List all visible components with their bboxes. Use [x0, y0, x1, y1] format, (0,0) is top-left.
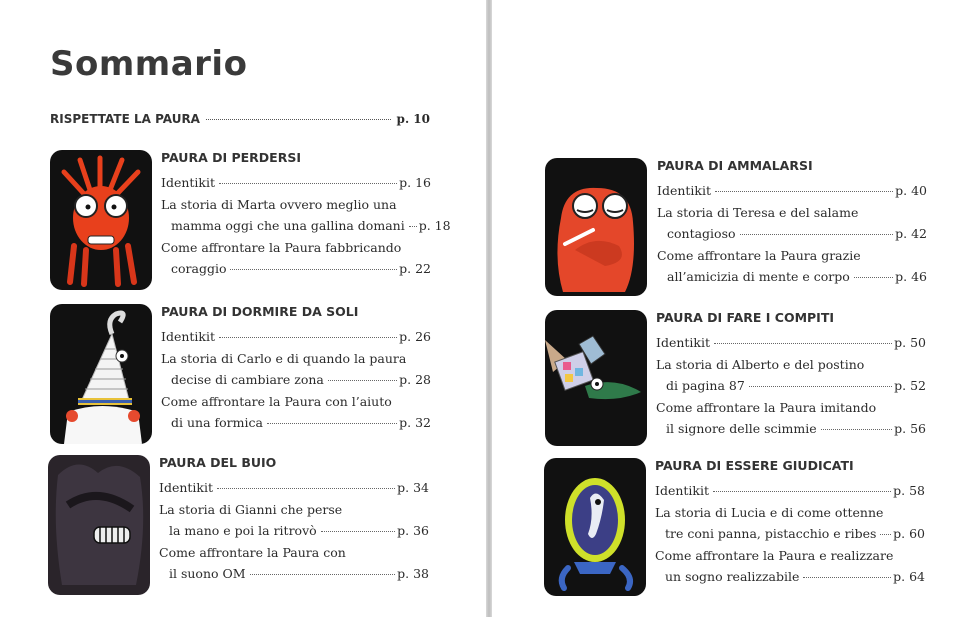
- dot-leader: [250, 574, 396, 575]
- entry-title-line: La storia di Lucia e di come ottenne: [655, 504, 884, 520]
- section-title: PAURA DI ESSERE GIUDICATI: [655, 458, 854, 473]
- entry-title: Identikit: [161, 175, 216, 190]
- entry-page: p. 56: [894, 421, 926, 436]
- entry-title: di pagina 87: [666, 378, 745, 393]
- toc-entry[interactable]: [655, 545, 925, 588]
- red-monster-illustration: [50, 150, 152, 290]
- entry-page: p. 42: [895, 226, 927, 241]
- toc-entry[interactable]: [161, 237, 431, 280]
- dot-leader: [715, 191, 893, 192]
- mirror-creature-illustration: [544, 458, 646, 596]
- section-title: PAURA DEL BUIO: [159, 455, 277, 470]
- page-title: Sommario: [50, 44, 248, 84]
- section-title: PAURA DI AMMALARSI: [657, 158, 813, 173]
- entry-title: il suono OM: [169, 566, 246, 581]
- dot-leader: [740, 234, 894, 235]
- entry-title-line: Come affrontare la Paura con: [159, 544, 346, 560]
- entry-page: p. 16: [399, 175, 431, 190]
- entry-page: p. 34: [397, 480, 429, 495]
- toc-entry[interactable]: [161, 391, 431, 434]
- dot-leader: [749, 386, 892, 387]
- entry-title: contagioso: [667, 226, 736, 241]
- entry-title: Identikit: [159, 480, 214, 495]
- entry-page: p. 22: [399, 261, 431, 276]
- sick-red-creature-illustration: [545, 158, 647, 296]
- dot-leader: [821, 429, 893, 430]
- dot-leader: [230, 269, 397, 270]
- entry-page: p. 36: [397, 523, 429, 538]
- entry-page: p. 50: [894, 335, 926, 350]
- toc-entry[interactable]: [161, 348, 431, 391]
- entry-page: p. 18: [418, 218, 451, 233]
- entry-title: decise di cambiare zona: [171, 372, 324, 387]
- dot-leader: [219, 183, 397, 184]
- nightcap-ghost-illustration: [50, 304, 152, 444]
- entry-title-line: Come affrontare la Paura con l’aiuto: [161, 393, 392, 409]
- dot-leader: [217, 488, 395, 489]
- toc-entry[interactable]: [161, 172, 431, 194]
- dot-leader: [713, 491, 891, 492]
- entry-title: Identikit: [657, 183, 712, 198]
- toc-entry[interactable]: [656, 397, 926, 440]
- entry-title: di una formica: [171, 415, 263, 430]
- toc-intro-row[interactable]: [50, 112, 430, 126]
- dot-leader: [321, 531, 395, 532]
- entry-title: un sogno realizzabile: [665, 569, 800, 584]
- section-entries: [161, 304, 431, 434]
- entry-page: p. 38: [397, 566, 429, 581]
- entry-title: Identikit: [655, 483, 710, 498]
- toc-entry[interactable]: [657, 180, 927, 202]
- toc-entry[interactable]: [159, 477, 429, 499]
- entry-title: il signore delle scimmie: [666, 421, 817, 436]
- toc-entry[interactable]: [161, 194, 451, 237]
- entry-page: p. 32: [399, 415, 431, 430]
- toc-entry[interactable]: [655, 502, 925, 545]
- dot-leader: [880, 534, 891, 535]
- dot-leader: [714, 343, 892, 344]
- toc-intro-label: RISPETTATE LA PAURA: [50, 112, 200, 126]
- section-entries: [161, 150, 451, 280]
- dot-leader: [267, 423, 397, 424]
- dot-leader: [803, 577, 891, 578]
- entry-title-line: La storia di Gianni che perse: [159, 501, 343, 517]
- dark-creature-illustration: [48, 455, 150, 595]
- toc-entry[interactable]: [656, 332, 926, 354]
- entry-page: p. 40: [895, 183, 927, 198]
- homework-creature-illustration: [545, 310, 647, 446]
- entry-title-line: La storia di Teresa e del salame: [657, 204, 859, 220]
- dot-leader: [854, 277, 893, 278]
- entry-page: p. 64: [893, 569, 925, 584]
- entry-page: p. 28: [399, 372, 431, 387]
- entry-title-line: Come affrontare la Paura e realizzare: [655, 547, 894, 563]
- entry-title-line: Come affrontare la Paura imitando: [656, 399, 877, 415]
- entry-page: p. 26: [399, 329, 431, 344]
- section-title: PAURA DI FARE I COMPITI: [656, 310, 835, 325]
- dot-leader: [328, 380, 397, 381]
- section-entries: [657, 158, 927, 288]
- entry-title-line: La storia di Marta ovvero meglio una: [161, 196, 397, 212]
- section-title: PAURA DI PERDERSI: [161, 150, 302, 165]
- dot-leader: [206, 119, 391, 120]
- toc-entry[interactable]: [159, 542, 429, 585]
- entry-page: p. 52: [894, 378, 926, 393]
- toc-entry[interactable]: [657, 245, 927, 288]
- entry-title: tre coni panna, pistacchio e ribes: [665, 526, 877, 541]
- toc-entry[interactable]: [159, 499, 429, 542]
- entry-title: coraggio: [171, 261, 227, 276]
- entry-title: la mano e poi la ritrovò: [169, 523, 317, 538]
- section-entries: [656, 310, 926, 440]
- section-entries: [655, 458, 925, 588]
- entry-title-line: La storia di Alberto e del postino: [656, 356, 865, 372]
- toc-entry[interactable]: [161, 326, 431, 348]
- dot-leader: [409, 226, 417, 227]
- toc-intro-page: p. 10: [396, 112, 430, 126]
- entry-title: Identikit: [161, 329, 216, 344]
- section-title: PAURA DI DORMIRE DA SOLI: [161, 304, 359, 319]
- entry-title-line: Come affrontare la Paura fabbricando: [161, 239, 402, 255]
- entry-title: all’amicizia di mente e corpo: [667, 269, 850, 284]
- entry-page: p. 58: [893, 483, 925, 498]
- entry-page: p. 60: [893, 526, 925, 541]
- toc-entry[interactable]: [656, 354, 926, 397]
- entry-title-line: Come affrontare la Paura grazie: [657, 247, 861, 263]
- dot-leader: [219, 337, 397, 338]
- entry-title: Identikit: [656, 335, 711, 350]
- entry-page: p. 46: [895, 269, 927, 284]
- toc-entry[interactable]: [655, 480, 925, 502]
- entry-title-line: La storia di Carlo e di quando la paura: [161, 350, 407, 366]
- section-entries: [159, 455, 429, 585]
- toc-entry[interactable]: [657, 202, 927, 245]
- entry-title: mamma oggi che una gallina domani: [171, 218, 405, 233]
